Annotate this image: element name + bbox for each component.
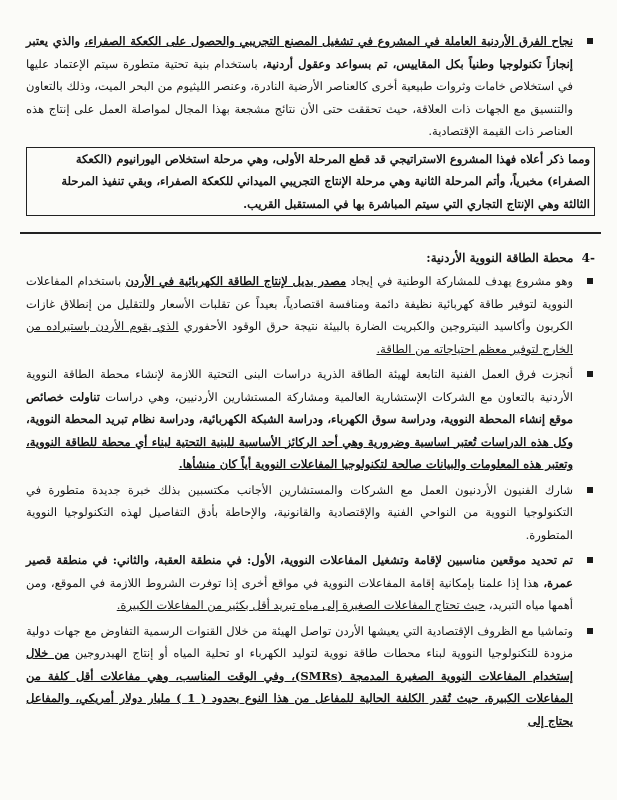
bullet-1-p1-bold: مصدر بديل لإنتاج الطاقة الكهربائية في الأردن (125, 274, 347, 288)
bullet-1-p1: وهو مشروع يهدف للمشاركة الوطنية في إيجاد (350, 274, 573, 288)
boxed-summary-note: ومما ذكر أعلاه فهذا المشروع الاستراتيجي قد قطع المرحلة الأولى، وهي مرحلة استخلاص اليورانيوم (الكعكة الصفراء) مخبرياً، وأتم المرحلة الثانية وهي مرحلة الإنتاج التجريبي الميداني للكعكة الصفراء، وبقي تنفيذ المرحلة الثالثة وهي الإنتاج التجاري التي سيتم المباشرة بها في المستقبل القريب. (26, 147, 595, 217)
section-4-bullet-5 (26, 620, 595, 733)
intro-bullet-text (26, 30, 573, 143)
section-4-title: محطة الطاقة النووية الأردنية: (426, 251, 574, 265)
intro-rest-bold: والذي يعتبر إنجازاً تكنولوجيا وطنياً بكل المقاييس، تم بسواعد وعقول أردنية، (26, 34, 574, 71)
section-4-number: -4 (581, 251, 595, 265)
section-4-bullet-4 (26, 549, 595, 617)
bullet-2-p1-bold: تناولت خصائص موقع إنشاء المحطة النووية، ودراسة سوق الكهرباء، ودراسة الشبكة الكهربائية، ودراسة نظام تبريد المحطة النووية، (26, 389, 573, 426)
bullet-4-text (26, 549, 573, 617)
bullet-4-p1-bold: تم تحديد موقعين مناسبين لإقامة وتشغيل المفاعلات النووية، الأول: في منطقة العقبة، والثاني: في منطقة قصير عمرة، (26, 553, 573, 590)
bullet-marker (587, 628, 593, 634)
bullet-1-p2: باستخدام المفاعلات النووية لتوفير طاقة كهربائية نظيفة دائمة ومنافسة اقتصادياً، بعيداً عن تقلبات الأسعار وللتقليل من إنطلاق غازات الكربون وأكاسيد النيتروجين والكبريت الضارة بالبيئة نتيجة حرق الوقود الأحفوري (26, 274, 574, 333)
bullet-3-text (26, 479, 573, 547)
bullet-2-text (26, 363, 573, 476)
intro-bullet-yellowcake (26, 30, 595, 143)
bullet-marker (587, 371, 593, 377)
section-4-bullet-2 (26, 363, 595, 476)
bullet-marker (587, 487, 593, 493)
bullet-marker (587, 557, 593, 563)
bullet-2-p1: أنجزت فرق العمل الفنية التابعة لهيئة الطاقة الذرية دراسات البنى التحتية اللازمة لإنشاء محطة الطاقة النووية الأردنية بالتعاون مع الشركات الإستشارية العالمية ومشاركة المستشارين الأردنيين، وهي دراسات (26, 367, 574, 404)
bullet-4-p2-underlined: حيث تحتاج المفاعلات الصغيرة إلى مياه تبريد أقل بكثير من المفاعلات الكبيرة. (116, 598, 486, 612)
document-page (0, 30, 617, 800)
bullet-5-p1: وتماشيا مع الظروف الإقتصادية التي يعيشها الأردن تواصل الهيئة من خلال القنوات الرسمية التفاوض مع جهات دولية مزودة للتكنولوجيا النووية لبناء محطات طاقة نووية لتوليد الكهرباء او تحلية المياه أو إنتاج الهيدروجين (26, 623, 574, 660)
section-4-bullet-3 (26, 479, 595, 547)
intro-lead: نجاح الفرق الأردنية العاملة في المشروع في تشغيل المصنع التجريبي والحصول على الكعكة الصفراء، (84, 34, 574, 48)
bullet-5-p1-bold: من خلال إستخدام المفاعلات النووية الصغيرة المدمجة (SMRs)، وفي الوقت المناسب، وهي مفاعلات أقل كلفة من المفاعلات الكبيرة، حيث تُقدر الكلفة الحالية للمفاعل من هذا النوع بحدود ( 1 ) مليار دولار أمريكي، والمفاعل يحتاج إلى (26, 646, 573, 728)
bullet-1-text (26, 270, 573, 360)
bullet-3-p1: شارك الفنيون الأردنيون العمل مع الشركات والمستشارين الأجانب مكتسبين بذلك خبرة جديدة متطورة في التكنولوجيا النووية من النواحي الفنية والإقتصادية والقانونية، والإحاطة بأدق التفاصيل لهذه التكنولوجيا النووية المتطورة. (26, 482, 573, 542)
bullet-marker (587, 278, 593, 284)
bullet-1-p2-underlined: الذي يقوم الأردن باستيراده من الخارج لتوفير معظم احتياجاته من الطاقة. (26, 319, 573, 356)
bullet-marker (587, 38, 593, 44)
intro-body: باستخدام بنية تحتية متطورة سيتم الإعتماد عليها في استخلاص خامات وثروات طبيعية أخرى كالعناصر الأرضية النادرة، وعنصر الليثيوم من البحر الميت، وذلك بالتعاون والتنسيق مع الجهات ذات العلاقة، حيث تحققت حتى الأن نتائج مشجعة بهذا المجال لمواصلة العمل على إنتاج هذه العناصر ذات القيمة الإقتصادية. (26, 56, 573, 138)
section-4-heading (26, 248, 595, 268)
bullet-4-p2: هذا إذا علمنا بإمكانية إقامة المفاعلات النووية في مواقع أخرى إذا توفرت الشروط اللازمة في الموقع، ومن أهمها مياه التبريد، (26, 575, 573, 612)
bullet-5-text (26, 620, 573, 733)
bullet-2-p2-underlined: وكل هذه الدراسات تُعتبر اساسية وضرورية وهي أحد الركائز الأساسية للبنية التحتية لبناء أي محطة للطاقة النووية، وتعتبر هذه المعلومات والبيانات صالحة لتكنولوجيا المفاعلات النووية أياً كان منشأها. (26, 434, 573, 471)
section-4-bullet-1 (26, 270, 595, 360)
section-divider (20, 232, 601, 234)
